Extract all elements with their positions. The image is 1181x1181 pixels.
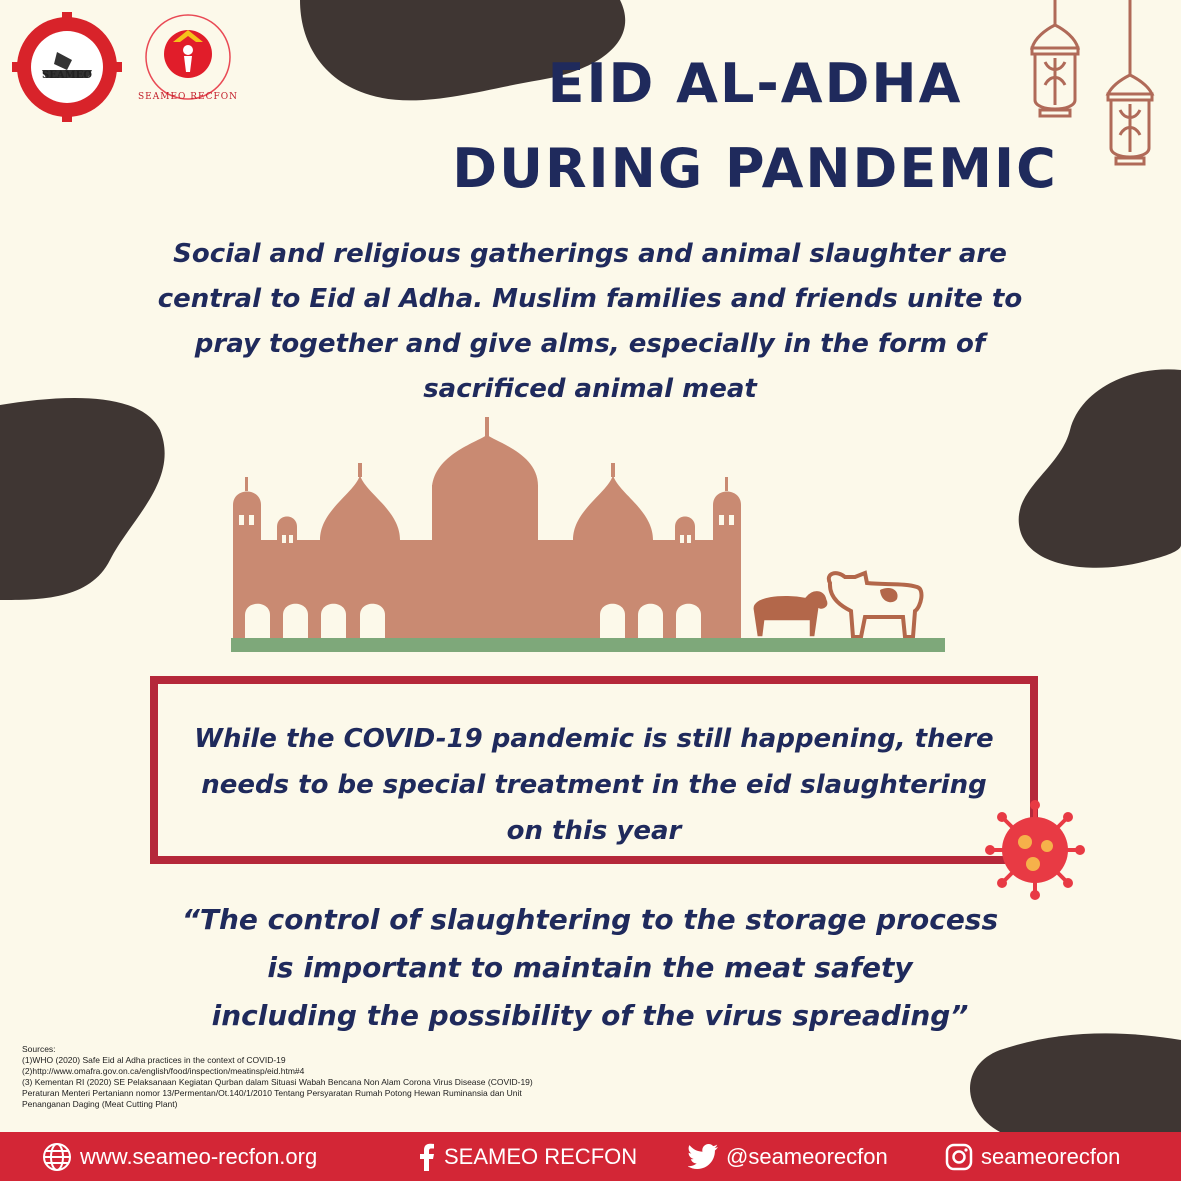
source-item: (2)http://www.omafra.gov.on.ca/english/food/inspection/meatinsp/eid.htm#4 (22, 1066, 305, 1076)
source-item: (1)WHO (2020) Safe Eid al Adha practices in the context of COVID-19 (22, 1055, 286, 1065)
twitter-link[interactable]: @seameorecfon (726, 1143, 888, 1169)
source-item: (3) Kementan RI (2020) SE Pelaksanaan Kegiatan Qurban dalam Situasi Wabah Bencana Non Alam Corona Virus Disease (COVID-19) (22, 1077, 533, 1087)
notice-line-1: While the COVID-19 pandemic is still happening, there (194, 724, 994, 754)
notice-box (150, 676, 1038, 864)
facebook-icon (418, 1143, 436, 1171)
intro-line-3: pray together and give alms, especially in the form of (194, 329, 986, 359)
source-item: Peraturan Menteri Pertaniann nomor 13/Permentan/Ot.140/1/2010 Tentang Persyaratan Rumah Potong Hewan Ruminansia dan Unit Penanganan Daging (Meat Cutting Plant) (22, 1088, 522, 1109)
quote (110, 896, 1070, 1040)
intro-paragraph (150, 232, 1030, 412)
intro-line-1: Social and religious gatherings and animal slaughter are (173, 239, 1007, 269)
quote-line-3: including the possibility of the virus spreading” (211, 999, 969, 1032)
cow-icon (829, 573, 922, 637)
recfon-logo (128, 12, 248, 122)
globe-icon (42, 1142, 72, 1172)
footer-twitter[interactable] (688, 1132, 888, 1181)
instagram-link[interactable]: seameorecfon (981, 1143, 1121, 1169)
notice-text (158, 716, 1030, 854)
quote-line-1: “The control of slaughtering to the storage process (181, 903, 999, 936)
seameo-logo-text: SEAMEO (41, 70, 92, 81)
blob-right (1019, 369, 1181, 567)
sources-heading: Sources: (22, 1044, 56, 1054)
quote-line-2: is important to maintain the meat safety (267, 951, 913, 984)
notice-line-3: on this year (506, 816, 682, 846)
virus-icon (985, 800, 1085, 900)
goat-icon (753, 590, 828, 637)
page-title-line-1: EID AL-ADHA (547, 52, 963, 115)
footer-facebook[interactable] (418, 1132, 637, 1181)
instagram-icon (945, 1143, 973, 1171)
intro-line-2: central to Eid al Adha. Muslim families and friends unite to (157, 284, 1023, 314)
website-link[interactable]: www.seameo-recfon.org (80, 1143, 318, 1169)
sources (22, 1044, 542, 1110)
twitter-icon (688, 1144, 718, 1170)
mosque-illustration (225, 415, 950, 660)
blob-bottom-right (970, 1033, 1181, 1132)
intro-line-4: sacrificed animal meat (423, 374, 757, 404)
notice-line-2: needs to be special treatment in the eid slaughtering (201, 770, 987, 800)
blob-left (0, 398, 165, 600)
footer-instagram[interactable] (945, 1132, 1120, 1181)
recfon-logo-text: SEAMEO RECFON (138, 92, 238, 102)
footer-website[interactable] (42, 1132, 317, 1181)
facebook-link[interactable]: SEAMEO RECFON (444, 1143, 638, 1169)
seameo-logo (12, 12, 132, 122)
page-title-line-2: DURING PANDEMIC (452, 137, 1058, 200)
footer-bar (0, 1132, 1181, 1181)
